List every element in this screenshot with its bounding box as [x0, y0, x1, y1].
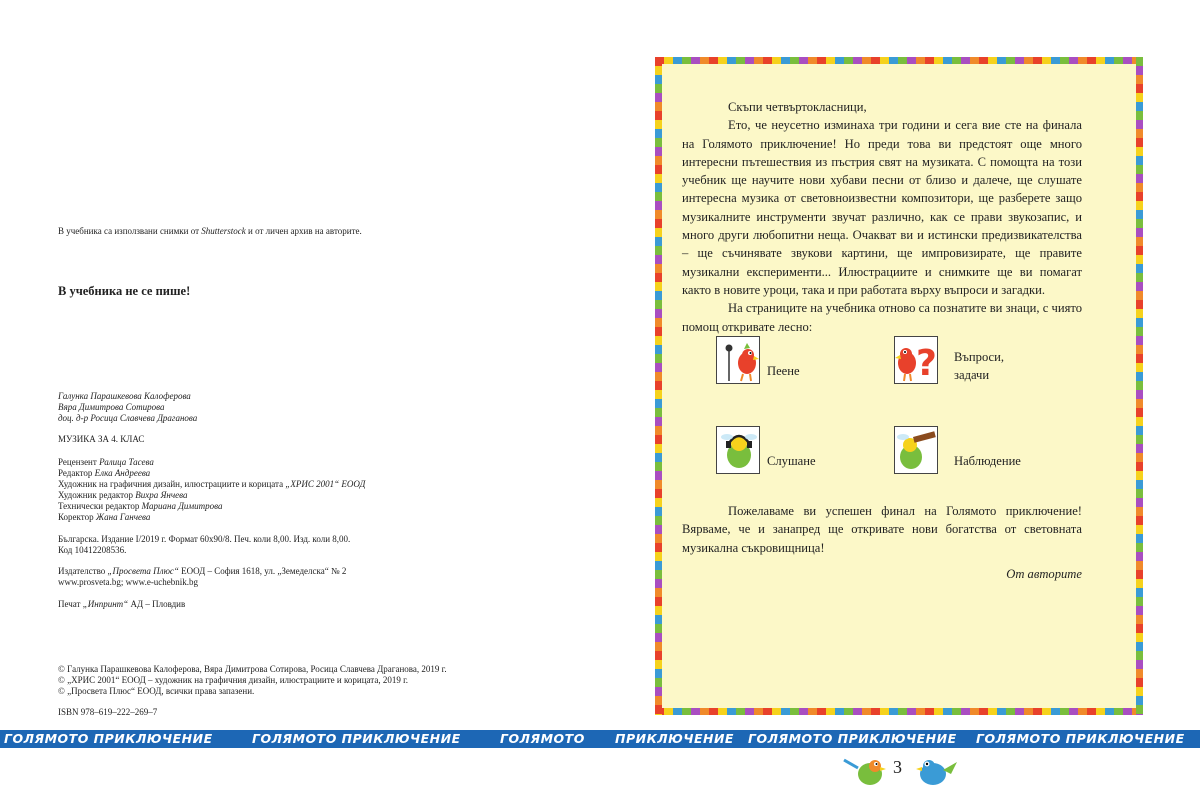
band-label: ГОЛЯМОТО ПРИКЛЮЧЕНИЕ: [4, 731, 213, 746]
credit-line: Рецензент Ралица Тасева: [58, 457, 154, 467]
listening-label: Слушане: [767, 454, 816, 468]
closing-paragraph: Пожелаваме ви успешен финал на Голямото приключение! Вярваме, че и занапред ще откривате нови богатства от световната музикална съкровищница!: [682, 504, 1082, 555]
band-label-part: ГОЛЯМОТО: [500, 731, 585, 746]
credit-line: Художник на графичния дизайн, илюстрациите и корицата „ХРИС 2001“ ЕООД: [58, 479, 366, 489]
frame-right-border: [1136, 57, 1143, 715]
bird-icon: [842, 750, 887, 790]
headphones-icon: [717, 427, 759, 473]
questions-symbol: [894, 336, 938, 384]
print-info: Печат „Инпринт“ АД – Пловдив: [58, 599, 186, 609]
microphone-icon: [717, 337, 759, 383]
bird-icon: [915, 750, 960, 790]
book-title: МУЗИКА ЗА 4. КЛАС: [58, 434, 145, 444]
telescope-icon: [895, 427, 937, 473]
listening-symbol: [716, 426, 760, 474]
credit-line: Редактор Елка Андреева: [58, 468, 151, 478]
copyright-line: © „ХРИС 2001“ ЕООД – художник на графичния дизайн, илюстрациите и корицата, 2019 г.: [58, 675, 408, 685]
title-band: [0, 730, 1200, 748]
edition-code: Код 10412208536.: [58, 545, 127, 555]
bird-icon: [842, 750, 887, 795]
page-number: 3: [893, 757, 902, 777]
websites: www.prosveta.bg; www.e-uchebnik.bg: [58, 577, 199, 587]
question-mark-icon: [895, 337, 937, 383]
letter-text: [682, 98, 1082, 336]
band-label: ГОЛЯМОТО ПРИКЛЮЧЕНИЕ: [252, 731, 461, 746]
singing-symbol: [716, 336, 760, 384]
frame-left-border: [655, 57, 662, 715]
paragraph-intro: Ето, че неусетно изминаха три години и сега вие сте на финала на Голямото приключение! Но преди това ви предстоят още много интересни пътешествия из пъстрия свят на музиката. С помощта на този учебник ще научите нови хубави песни от близо и далече, ще слушате интересна музика от световноизвестни композитори, ще разберете защо музикалните инструменти звучат различно, как се прави звукозапис, и много други любопитни неща. Очакват ви и истински предизвикателства – ще съчинявате звукови картини, ще импровизирате, ще правите музикални експерименти... Илюстрациите и снимките ще ви помагат както в новите уроци, така и при работата върху въпроси и загадки.: [682, 118, 1082, 297]
band-label: ГОЛЯМОТО ПРИКЛЮЧЕНИЕ: [976, 731, 1185, 746]
observation-symbol: [894, 426, 938, 474]
copyright-line: © „Просвета Плюс“ ЕООД, всички права запазени.: [58, 686, 255, 696]
photo-credit: В учебника са използвани снимки от Shutterstock и от личен архив на авторите.: [58, 226, 362, 236]
isbn: ISBN 978–619–222–269–7: [58, 707, 158, 717]
author-1: Галунка Парашкевова Калоферова: [58, 391, 191, 401]
publisher-info: Издателство „Просвета Плюс“ ЕООД – София 1618, ул. „Земеделска“ № 2: [58, 566, 347, 576]
credit-line: Коректор Жана Ганчева: [58, 512, 151, 522]
greeting: Скъпи четвъртокласници,: [728, 100, 867, 114]
questions-label-1: Въпроси,: [954, 350, 1005, 364]
bird-icon: [915, 750, 960, 795]
author-2: Вяра Димитрова Сотирова: [58, 402, 165, 412]
band-label: ГОЛЯМОТО ПРИКЛЮЧЕНИЕ: [748, 731, 957, 746]
singing-label: Пеене: [767, 364, 800, 378]
signature: От авторите: [1006, 566, 1082, 581]
band-label-part: ПРИКЛЮЧЕНИЕ: [615, 731, 734, 746]
edition-info: Българска. Издание I/2019 г. Формат 60х90/8. Печ. коли 8,00. Изд. коли 8,00.: [58, 534, 351, 544]
credit-line: Художник редактор Вихра Янчева: [58, 490, 188, 500]
closing-text: [682, 502, 1082, 583]
copyright-line: © Галунка Парашкевова Калоферова, Вяра Димитрова Сотирова, Росица Славчева Драганова, 2019 г.: [58, 664, 447, 674]
observation-label: Наблюдение: [954, 454, 1021, 468]
svg-text:?: ?: [916, 343, 937, 383]
paragraph-symbols: На страниците на учебника отново са познатите ви знаци, с чиято помощ откривате лесно:: [682, 301, 1082, 334]
questions-label-2: задачи: [954, 368, 990, 382]
credit-line: Технически редактор Мариана Димитрова: [58, 501, 223, 511]
author-3: доц. д-р Росица Славчева Драганова: [58, 413, 198, 423]
no-write-note: В учебника не се пише!: [58, 284, 191, 298]
